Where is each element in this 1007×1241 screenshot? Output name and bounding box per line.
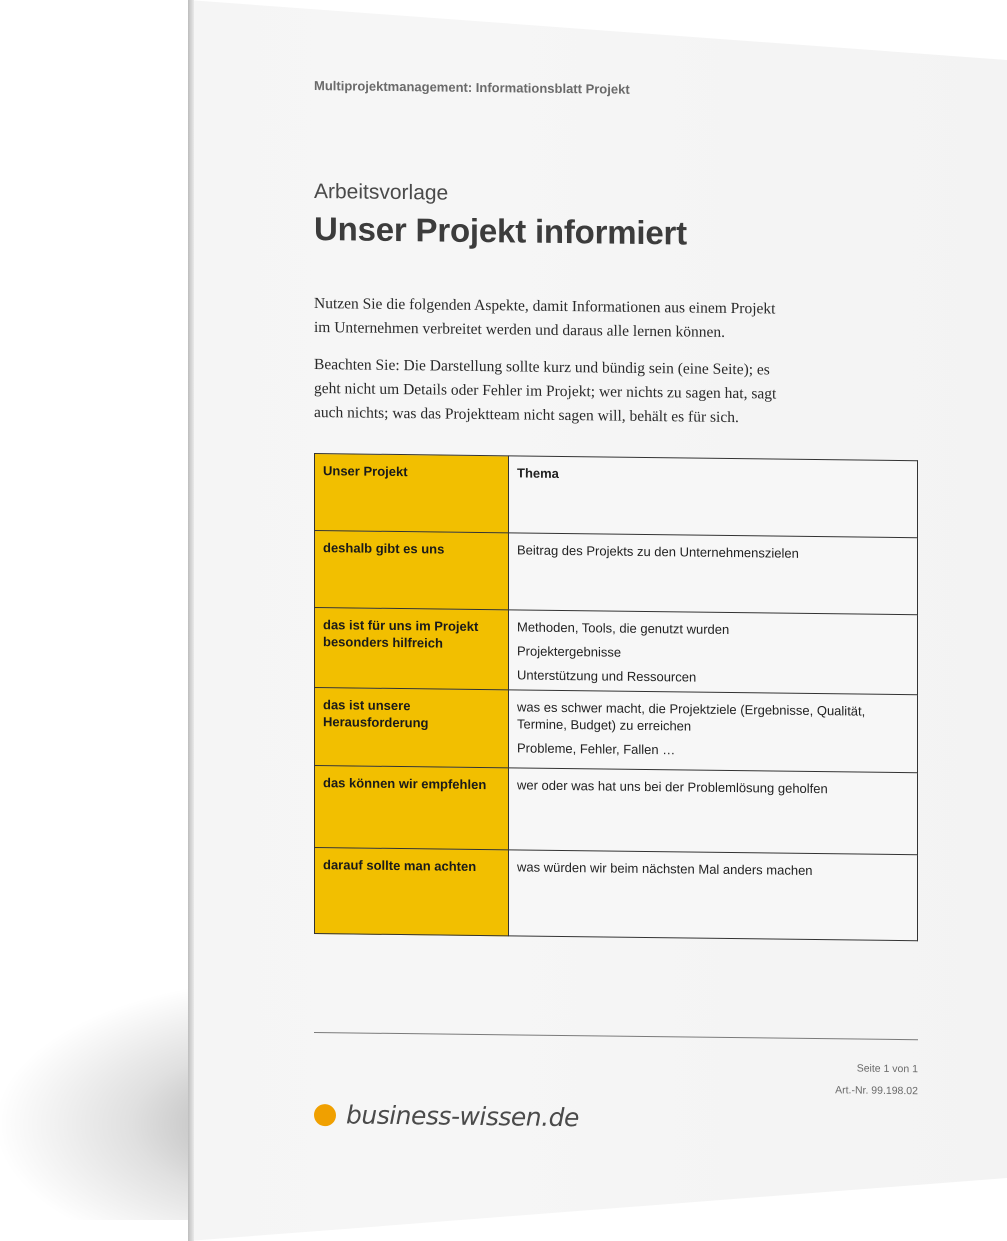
info-table [314,453,918,941]
note-paragraph: Beachten Sie: Die Darstellung sollte kurz und bündig sein (eine Seite); es geht nicht um Details oder Fehler im Projekt; wer nichts zu sagen hat, sagt auch nichts; was das Projektteam nicht sagen will, behält es für sich. [314,356,777,427]
row-label: darauf sollte man achten [315,848,509,936]
article-number: Art.-Nr. 99.198.02 [835,1084,918,1098]
row-value-line: wer oder was hat uns bei der Problemlösung geholfen [517,777,828,797]
document-title: Unser Projekt informiert [314,210,687,252]
logo-dot-icon [314,1104,336,1126]
row-value [509,850,918,941]
row-value-line: Methoden, Tools, die genutzt wurden [517,619,730,637]
row-value-line: Thema [517,465,559,481]
page-number: Seite 1 von 1 [856,1062,918,1076]
row-value-line: Beitrag des Projekts zu den Unternehmenszielen [517,542,799,561]
row-label: deshalb gibt es uns [315,531,509,610]
row-value-line: was würden wir beim nächsten Mal anders machen [517,859,813,878]
row-value-line: Projektergebnisse [517,643,622,660]
row-value-line: Probleme, Fehler, Fallen … [517,740,676,758]
row-label: das ist unsere Herausforderung [315,688,509,768]
row-value [509,610,918,695]
logo [314,1100,579,1132]
row-value [509,768,918,855]
table-row [315,608,918,695]
table-row [315,531,918,615]
row-value-line: Unterstützung und Ressourcen [517,667,697,685]
table-row [315,766,918,855]
table-row [315,454,918,538]
row-value [509,533,918,615]
footer-divider [314,1032,918,1040]
document-header: Multiprojektmanagement: Informationsblatt Projekt [314,78,630,97]
page-edge [188,0,194,1241]
intro-paragraph: Nutzen Sie die folgenden Aspekte, damit Informationen aus einem Projekt im Unternehmen verbreitet werden und daraus alle lernen können. [314,295,776,341]
table-row [315,848,918,941]
row-value-line: was es schwer macht, die Projektziele (Ergebnisse, Qualität, Termine, Budget) zu erreichen [517,699,866,734]
row-value [509,456,918,538]
row-label: Unser Projekt [315,454,509,533]
row-value [509,690,918,773]
row-label: das können wir empfehlen [315,766,509,850]
document-content [314,70,924,1177]
document-kicker: Arbeitsvorlage [314,180,449,205]
row-label: das ist für uns im Projekt besonders hilfreich [315,608,509,690]
table-row [315,688,918,773]
logo-text: business-wissen.de [346,1100,579,1133]
